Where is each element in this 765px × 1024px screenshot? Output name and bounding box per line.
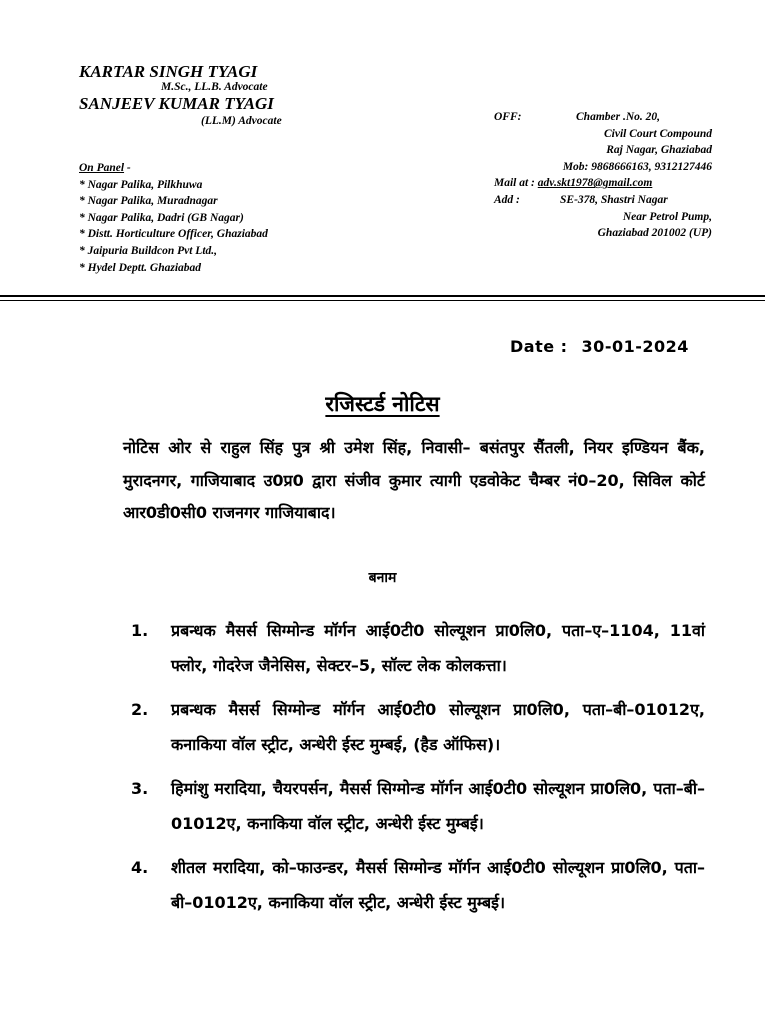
panel-item: * Distt. Horticulture Officer, Ghaziabad — [79, 228, 268, 241]
item-text: शीतल मरादिया, को–फाउन्डर, मैसर्स सिग्मोन्ड मॉर्गन आई0टी0 सोल्यूशन प्रा0लि0, पता–बी–01012ए, कनाकिया वॉल स्ट्रीट, अन्धेरी ईस्ट मुम्बई। — [171, 858, 705, 912]
date-line — [510, 337, 689, 356]
advocate1-qualification: M.Sc., LL.B. Advocate — [161, 81, 268, 93]
item-number: 2. — [131, 700, 149, 719]
address-label: Add : — [494, 193, 520, 206]
office-address — [494, 109, 712, 242]
address-line: Near Petrol Pump, — [622, 210, 712, 223]
list-item — [123, 851, 705, 920]
panel-item: * Nagar Palika, Pilkhuwa — [79, 178, 203, 191]
panel-heading: On Panel — [79, 162, 125, 174]
item-text: प्रबन्धक मैसर्स सिग्मोन्ड मॉर्गन आई0टी0 सोल्यूशन प्रा0लि0, पता–ए–1104, 11वां फ्लोर, गोदरेज जैनेसिस, सेक्टर–5, सॉल्ट लेक कोलकत्ता। — [171, 621, 705, 675]
party-list — [123, 614, 705, 930]
date-value: 30-01-2024 — [581, 337, 689, 356]
item-text: प्रबन्धक मैसर्स सिग्मोन्ड मॉर्गन आई0टी0 सोल्यूशन प्रा0लि0, पता–बी–01012ए, कनाकिया वॉल स्ट्रीट, अन्धेरी ईस्ट मुम्बई, (हैड ऑफिस)। — [171, 700, 705, 754]
office-label: OFF: — [494, 111, 522, 123]
panel-heading-dash: - — [124, 162, 131, 174]
item-number: 4. — [131, 858, 149, 877]
list-item — [123, 693, 705, 762]
header-divider-thin — [0, 300, 765, 301]
panel-item: * Nagar Palika, Dadri (GB Nagar) — [79, 211, 244, 224]
list-item — [123, 772, 705, 841]
panel-item: * Nagar Palika, Muradnagar — [79, 195, 218, 208]
notice-intro: नोटिस ओर से राहुल सिंह पुत्र श्री उमेश सिंह, निवासी– बसंतपुर सैंतली, नियर इण्डियन बैंक, मुरादनगर, गाजियाबाद उ0प्र0 द्वारा संजीव कुमार त्यागी एडवोकेट चैम्बर नं0–20, सिविल कोर्ट आर0डी0सी0 राजनगर गाजियाबाद। — [123, 438, 705, 522]
item-number: 3. — [131, 779, 149, 798]
item-text: हिमांशु मरादिया, चैयरपर्सन, मैसर्स सिग्मोन्ड मॉर्गन आई0टी0 सोल्यूशन प्रा0लि0, पता–बी–01012ए, कनाकिया वॉल स्ट्रीट, अन्धेरी ईस्ट मुम्बई। — [171, 779, 705, 833]
address-line: SE-378, Shastri Nagar — [560, 193, 668, 206]
versus-label: बनाम — [368, 570, 397, 586]
notice-title-text: रजिस्टर्ड नोटिस — [325, 392, 440, 416]
date-label: Date : — [510, 337, 568, 356]
notice-title — [0, 390, 765, 418]
panel-list — [79, 160, 409, 276]
advocate1-name: KARTAR SINGH TYAGI — [79, 62, 258, 81]
advocate2-name: SANJEEV KUMAR TYAGI — [79, 94, 274, 113]
address-line: Ghaziabad 201002 (UP) — [597, 227, 712, 240]
header-divider — [0, 295, 765, 297]
mail-label: Mail at : — [494, 177, 535, 190]
email-link[interactable]: adv.skt1978@gmail.com — [537, 177, 653, 190]
office-mobile: Mob: 9868666163, 9312127446 — [562, 160, 712, 173]
list-item — [123, 614, 705, 683]
office-line: Raj Nagar, Ghaziabad — [606, 144, 712, 157]
office-chamber: Chamber .No. 20, — [576, 111, 661, 123]
letterhead-advocates — [79, 62, 409, 127]
office-line: Civil Court Compound — [603, 127, 712, 140]
panel-item: * Hydel Deptt. Ghaziabad — [79, 261, 202, 274]
advocate2-qualification: (LL.M) Advocate — [201, 115, 282, 127]
item-number: 1. — [131, 621, 149, 640]
panel-item: * Jaipuria Buildcon Pvt Ltd., — [79, 244, 218, 257]
